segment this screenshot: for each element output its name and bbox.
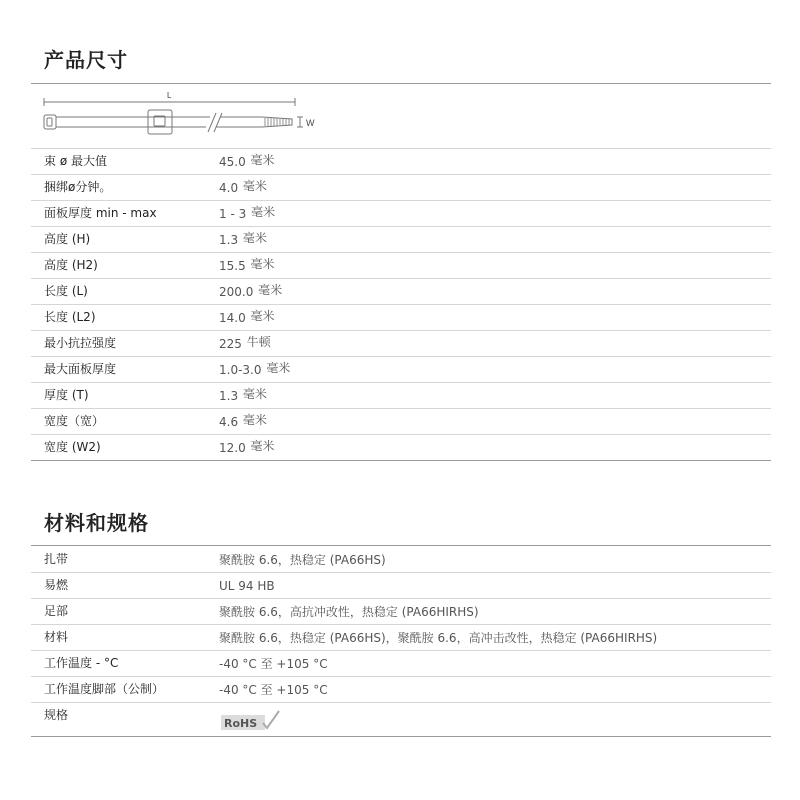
diagram-length-label: L [167,91,172,100]
materials-title-divider [31,545,771,546]
rohs-badge-text: RoHS [224,717,258,730]
checkmark-icon [263,711,279,728]
dimension-value: 4.0 毫米 [219,179,267,195]
dimension-label: 束 ø 最大值 [44,154,107,168]
tie-head-slot [47,118,52,126]
materials-section-title: 材料和规格 [44,511,149,535]
dimension-row-panel-thickness [31,201,771,227]
material-value: 聚酰胺 6.6，高抗冲改性，热稳定 (PA66HIRHS) [219,605,479,619]
dimension-value: 1.3 毫米 [219,231,267,247]
material-value: -40 °C 至 +105 °C [219,657,328,671]
dimension-value: 1.3 毫米 [219,387,267,403]
dimension-row-tensile-strength [31,331,771,357]
dimension-row-height-h [31,227,771,253]
dimension-label: 捆绑ø分钟。 [44,180,112,194]
dimension-value: 4.6 毫米 [219,413,267,429]
material-row-foot-operating-temp [31,677,771,703]
dimension-value: 200.0 毫米 [219,283,283,299]
dimension-value: 15.5 毫米 [219,257,275,273]
dimension-value: 45.0 毫米 [219,153,275,169]
dimension-value: 14.0 毫米 [219,309,275,325]
material-label: 工作温度脚部（公制） [44,682,165,696]
materials-table [31,547,771,737]
dimension-label: 宽度 (W2) [44,440,101,454]
dimension-label: 长度 (L) [44,284,88,298]
strap-serrations [265,118,289,126]
material-row-operating-temp [31,651,771,677]
cable-tie-diagram [40,88,340,140]
rohs-badge [219,709,283,731]
dimensions-section-title: 产品尺寸 [44,48,128,72]
material-label: 易燃 [44,578,69,592]
material-row-foot [31,599,771,625]
material-row-flammability [31,573,771,599]
mounting-foot [148,110,172,134]
material-row-tie [31,547,771,573]
material-row-specifications [31,703,771,737]
dimension-label: 高度 (H) [44,232,91,246]
dimensions-title-divider [31,83,771,84]
dimension-value: 225 牛顿 [219,335,271,351]
dimension-label: 高度 (H2) [44,258,98,272]
material-label: 足部 [44,604,69,618]
dimension-label: 宽度（宽） [44,414,105,428]
dimension-label: 面板厚度 min - max [44,206,157,220]
dimension-row-bundle-min [31,175,771,201]
dimension-value: 1.0-3.0 毫米 [219,361,291,377]
material-row-material [31,625,771,651]
dimension-label: 最大面板厚度 [44,362,117,376]
material-label: 材料 [44,630,69,644]
material-value: UL 94 HB [219,579,275,593]
material-value: 聚酰胺 6.6，热稳定 (PA66HS)，聚酰胺 6.6，高冲击改性，热稳定 (PA66HIRHS) [219,631,658,645]
dimensions-table [31,149,771,461]
dimension-row-max-panel-thickness [31,357,771,383]
dimension-row-height-h2 [31,253,771,279]
dimension-label: 厚度 (T) [44,388,89,402]
dimension-value: 12.0 毫米 [219,439,275,455]
tie-head-outline [44,115,56,129]
dimension-value: 1 - 3 毫米 [219,205,276,221]
dimension-row-width-w [31,409,771,435]
dimension-label: 长度 (L2) [44,310,96,324]
material-value: 聚酰胺 6.6，热稳定 (PA66HS) [219,553,386,567]
material-label: 工作温度 - °C [44,656,119,670]
dimension-row-width-w2 [31,435,771,461]
dimension-row-length-l [31,279,771,305]
material-label: 规格 [44,708,69,722]
dimension-label: 最小抗拉强度 [44,336,117,350]
material-value: -40 °C 至 +105 °C [219,683,328,697]
dimension-row-thickness-t [31,383,771,409]
diagram-width-label: W [306,118,315,128]
material-label: 扎带 [44,552,69,566]
dimension-row-length-l2 [31,305,771,331]
dimension-row-bundle-max [31,149,771,175]
